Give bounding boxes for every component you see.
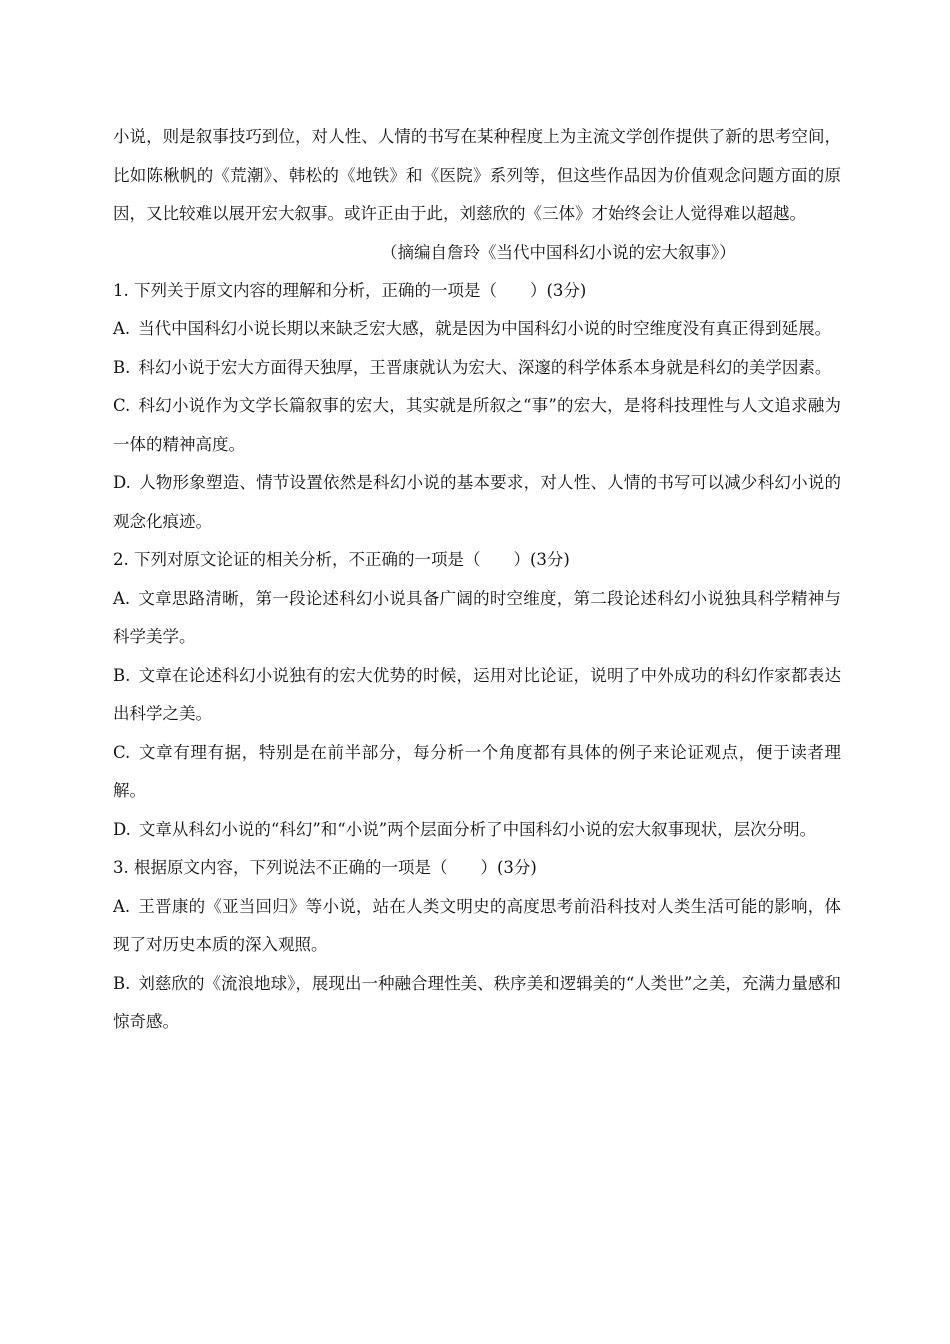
option-text: 科幻小说于宏大方面得天独厚，王晋康就认为宏大、深邃的科学体系本身就是科幻的美学因素。 xyxy=(138,357,832,377)
passage-citation: （摘编自詹玲《当代中国科幻小说的宏大叙事》） xyxy=(381,242,736,262)
option-text: 王晋康的《亚当回归》等小说，站在人类文明史的高度思考前沿科技对人类生活可能的影响，体现了对历史本质的深入观照。 xyxy=(113,896,841,954)
option-label: A. xyxy=(113,896,131,916)
passage-text: 小说，则是叙事技巧到位，对人性、人情的书写在某种程度上为主流文学创作提供了新的思考空间，比如陈楸帆的《荒潮》、韩松的《地铁》和《医院》系列等，但这些作品因为价值观念问题方面的原因，又比较难以展开宏大叙事。或许正由于此，刘慈欣的《三体》才始终会让人觉得难以超越。 xyxy=(113,127,841,223)
question-3 xyxy=(113,849,841,1042)
question-2 xyxy=(113,541,841,849)
option-text: 文章思路清晰，第一段论述科幻小说具备广阔的时空维度，第二段论述科幻小说独具科学精神与科学美学。 xyxy=(113,588,841,646)
option-text: 文章在论述科幻小说独有的宏大优势的时候，运用对比论证，说明了中外成功的科幻作家都表达出科学之美。 xyxy=(113,665,841,723)
option-b xyxy=(113,965,841,1042)
question-1 xyxy=(113,272,841,542)
option-text: 刘慈欣的《流浪地球》，展现出一种融合理性美、秩序美和逻辑美的“人类世”之美，充满力量感和惊奇感。 xyxy=(113,973,841,1031)
question-stem: 1. 下列关于原文内容的理解和分析，正确的一项是（ ）(3分) xyxy=(113,280,587,300)
option-a xyxy=(113,888,841,965)
option-label: B. xyxy=(113,665,131,685)
option-a xyxy=(113,310,841,349)
option-label: B. xyxy=(113,357,131,377)
question-stem: 3. 根据原文内容，下列说法不正确的一项是（ ）(3分) xyxy=(113,858,537,877)
option-c xyxy=(113,387,841,464)
option-b xyxy=(113,657,841,734)
option-label: A. xyxy=(113,588,131,608)
option-text: 当代中国科幻小说长期以来缺乏宏大感，就是因为中国科幻小说的时空维度没有真正得到延展。 xyxy=(138,319,832,338)
option-a xyxy=(113,580,841,657)
option-c xyxy=(113,734,841,811)
document-page xyxy=(113,118,841,1042)
option-b xyxy=(113,349,841,388)
option-d xyxy=(113,464,841,541)
option-label: D. xyxy=(113,819,131,839)
option-label: C. xyxy=(113,396,131,415)
option-text: 人物形象塑造、情节设置依然是科幻小说的基本要求，对人性、人情的书写可以减少科幻小说的观念化痕迹。 xyxy=(113,473,841,531)
question-stem: 2. 下列对原文论证的相关分析，不正确的一项是（ ）(3分) xyxy=(113,550,570,569)
option-label: C. xyxy=(113,742,131,762)
option-text: 科幻小说作为文学长篇叙事的宏大，其实就是所叙之“事”的宏大，是将科技理性与人文追求融为一体的精神高度。 xyxy=(113,396,841,454)
option-label: B. xyxy=(113,973,131,993)
option-label: D. xyxy=(113,473,131,492)
option-label: A. xyxy=(113,319,131,338)
option-text: 文章从科幻小说的“科幻”和“小说”两个层面分析了中国科幻小说的宏大叙事现状，层次分明。 xyxy=(138,819,817,839)
option-d xyxy=(113,811,841,850)
option-text: 文章有理有据，特别是在前半部分，每分析一个角度都有具体的例子来论证观点，便于读者理解。 xyxy=(113,742,841,800)
